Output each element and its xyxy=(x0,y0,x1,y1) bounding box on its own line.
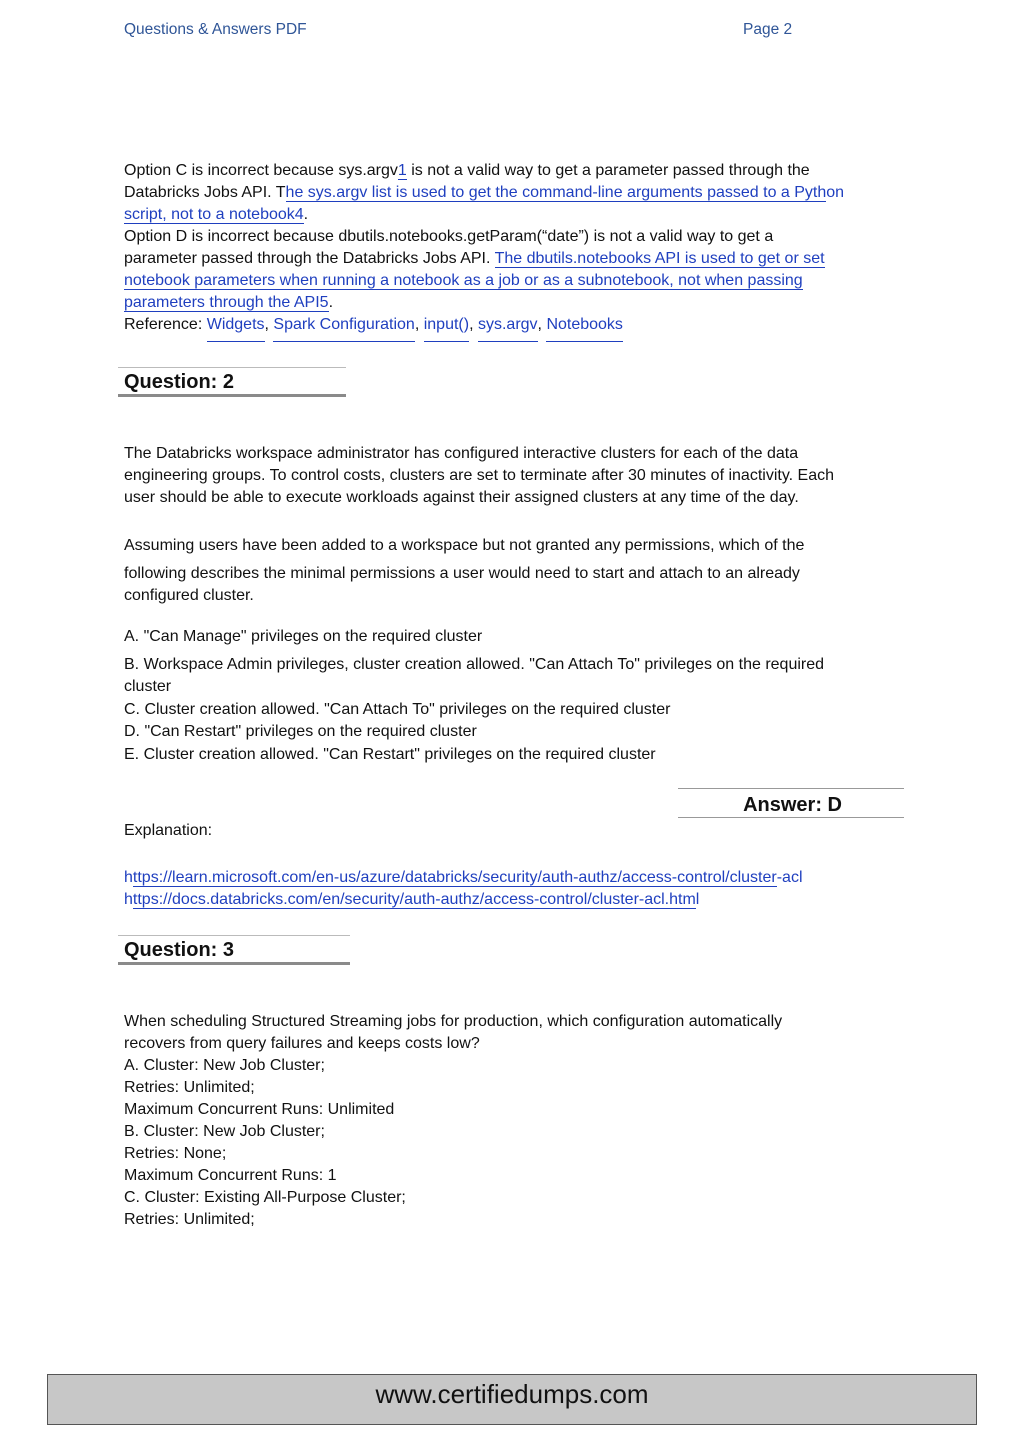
dbutils-explanation-link-cont[interactable]: notebook parameters when running a notebook as a job or as a subnotebook, not when passing xyxy=(124,272,803,289)
page-number: Page 2 xyxy=(743,21,793,38)
question-2-heading-box xyxy=(118,367,346,397)
q3-option-b: B. Cluster: New Job Cluster; xyxy=(124,1123,325,1140)
footnote-link-1[interactable]: 1 xyxy=(397,162,407,179)
question-2-options xyxy=(124,626,944,766)
notebook-footnote-link[interactable]: script, not to a notebook4 xyxy=(124,206,304,223)
question-3-title: Question: 3 xyxy=(124,939,235,961)
url-line-2: https://docs.databricks.com/en/security/auth-authz/access-control/cluster-acl.html xyxy=(124,891,700,908)
explanation-urls xyxy=(124,867,914,911)
option-a: A. "Can Manage" privileges on the required cluster xyxy=(124,628,483,645)
url-line-1: https://learn.microsoft.com/en-us/azure/databricks/security/auth-authz/access-control/cluster-acl xyxy=(124,869,803,886)
question-3-body: When scheduling Structured Streaming jobs for production, which configuration automatically recovers from query failures and keeps costs low? A. Cluster: New Job Cluster; Retries: Unlimited; Maximum Concurrent Runs: Unlimited B. Cluster: New Job Cluster; Retries: None; Maximum Concurrent Runs: 1 C. Cluster: Existing All-Purpose Cluster; Retries: Unlimited; xyxy=(124,1011,914,1231)
reference-link-input[interactable]: input() xyxy=(423,316,470,333)
option-d-line-3 xyxy=(124,270,914,292)
option-c-line-3: script, not to a notebook4. xyxy=(124,206,309,223)
reference-link-notebooks[interactable]: Notebooks xyxy=(546,316,623,333)
explanation-label: Explanation: xyxy=(124,822,213,839)
option-d-line-4: parameters through the API5. xyxy=(124,294,334,311)
option-c: C. Cluster creation allowed. "Can Attach To" privileges on the required cluster xyxy=(124,701,671,718)
option-d-line-2: parameter passed through the Databricks Jobs API. The dbutils.notebooks API is used to get or set xyxy=(124,250,825,267)
option-d-line-1: Option D is incorrect because dbutils.notebooks.getParam(“date”) is not a valid way to get a xyxy=(124,228,774,245)
api-footnote-link[interactable]: parameters through the API5 xyxy=(124,294,329,311)
header-title: Questions & Answers PDF xyxy=(124,21,307,38)
question-2-stem-1: The Databricks workspace administrator has configured interactive clusters for each of the data engineering groups. To control costs, clusters are set to terminate after 30 minutes of inactivity. Each user should be able to execute workloads against their assigned clusters at any time of the day. xyxy=(124,445,834,506)
q3-option-a: A. Cluster: New Job Cluster; xyxy=(124,1057,325,1074)
databricks-docs-link[interactable]: ttps://docs.databricks.com/en/security/auth-authz/access-control/cluster-acl.htm xyxy=(132,891,696,908)
reference-line: Reference: Widgets, Spark Configuration, input(), sys.argv, Notebooks xyxy=(124,316,623,333)
reference-link-spark-configuration[interactable]: Spark Configuration xyxy=(273,316,415,333)
footer-banner xyxy=(47,1374,977,1425)
option-e: E. Cluster creation allowed. "Can Restart" privileges on the required cluster xyxy=(124,746,656,763)
answer-label: Answer: D xyxy=(743,794,842,816)
reference-label: Reference: xyxy=(124,316,207,333)
microsoft-docs-link[interactable]: ttps://learn.microsoft.com/en-us/azure/databricks/security/auth-authz/access-control/cluster xyxy=(132,869,777,886)
reference-link-sys-argv[interactable]: sys.argv xyxy=(477,316,538,333)
option-b: B. Workspace Admin privileges, cluster creation allowed. "Can Attach To" privileges on the required xyxy=(124,656,825,673)
option-d: D. "Can Restart" privileges on the required cluster xyxy=(124,723,477,740)
question-2-stem-2: Assuming users have been added to a workspace but not granted any permissions, which of the following describes the minimal permissions a user would need to start and attach to an already configured cluster. xyxy=(124,537,805,604)
answer-box xyxy=(678,788,904,818)
question-2-title: Question: 2 xyxy=(124,371,235,393)
option-c-line-1: Option C is incorrect because sys.argv1 is not a valid way to get a parameter passed through the xyxy=(124,162,810,179)
option-c-line-2: Databricks Jobs API. The sys.argv list is used to get the command-line arguments passed to a Python xyxy=(124,184,845,201)
sys-argv-explanation-link[interactable]: he sys.argv list is used to get the command-line arguments passed to a Pyth xyxy=(285,184,827,201)
option-b-cont: cluster xyxy=(124,678,172,695)
previous-explanation xyxy=(124,160,914,336)
question-3-heading-box xyxy=(118,935,350,965)
reference-link-widgets[interactable]: Widgets xyxy=(206,316,265,333)
footer-url: www.certifiedumps.com xyxy=(375,1379,649,1409)
q3-option-c: C. Cluster: Existing All-Purpose Cluster; xyxy=(124,1189,406,1206)
dbutils-explanation-link[interactable]: The dbutils.notebooks API is used to get or set xyxy=(494,250,825,267)
